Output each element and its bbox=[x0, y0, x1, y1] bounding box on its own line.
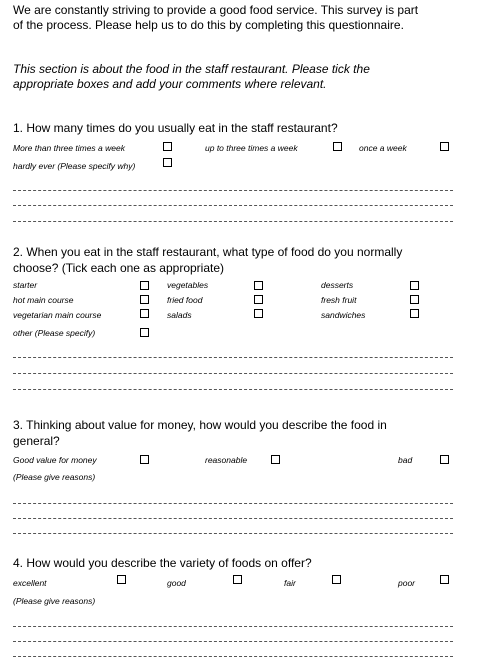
q2-option-label: vegetables bbox=[167, 280, 209, 290]
q1-checkbox-more-than-three[interactable] bbox=[163, 142, 172, 151]
q1-option-label: hardly ever (Please specify why) bbox=[13, 161, 136, 171]
q4-option-label: poor bbox=[398, 578, 416, 588]
q3-comment-line[interactable] bbox=[13, 518, 453, 519]
q1-comment-line[interactable] bbox=[13, 190, 453, 191]
q2-checkbox-vegetarian-main[interactable] bbox=[140, 309, 149, 318]
q4-checkbox-fair[interactable] bbox=[332, 575, 341, 584]
question-4: 4. How would you describe the variety of foods on offer? bbox=[13, 556, 312, 570]
q1-checkbox-hardly-ever[interactable] bbox=[163, 158, 172, 167]
intro-line-2: of the process. Please help us to do this by completing this questionnaire. bbox=[13, 18, 404, 32]
q3-checkbox-bad[interactable] bbox=[440, 455, 449, 464]
q4-reasons-label: (Please give reasons) bbox=[13, 596, 96, 606]
q2-checkbox-starter[interactable] bbox=[140, 281, 149, 290]
q1-comment-line[interactable] bbox=[13, 205, 453, 206]
q4-comment-line[interactable] bbox=[13, 641, 453, 642]
q2-checkbox-desserts[interactable] bbox=[410, 281, 419, 290]
q2-option-label: sandwiches bbox=[321, 310, 366, 320]
q1-checkbox-up-to-three[interactable] bbox=[333, 142, 342, 151]
q1-checkbox-once-a-week[interactable] bbox=[440, 142, 449, 151]
section-note-line-2: appropriate boxes and add your comments where relevant. bbox=[13, 77, 327, 91]
q2-checkbox-sandwiches[interactable] bbox=[410, 309, 419, 318]
q2-checkbox-fresh-fruit[interactable] bbox=[410, 295, 419, 304]
q4-checkbox-excellent[interactable] bbox=[117, 575, 126, 584]
q1-option-label: once a week bbox=[359, 143, 407, 153]
q2-option-label: hot main course bbox=[13, 295, 74, 305]
q2-checkbox-other[interactable] bbox=[140, 328, 149, 337]
q1-option-label: More than three times a week bbox=[13, 143, 125, 153]
question-3-line-1: 3. Thinking about value for money, how would you describe the food in bbox=[13, 418, 387, 432]
q2-option-label: desserts bbox=[321, 280, 354, 290]
q2-comment-line[interactable] bbox=[13, 357, 453, 358]
q4-comment-line[interactable] bbox=[13, 656, 453, 657]
q3-checkbox-good-value[interactable] bbox=[140, 455, 149, 464]
q2-option-label: salads bbox=[167, 310, 192, 320]
q3-option-label: reasonable bbox=[205, 455, 248, 465]
question-1: 1. How many times do you usually eat in the staff restaurant? bbox=[13, 121, 338, 135]
q2-comment-line[interactable] bbox=[13, 373, 453, 374]
q1-comment-line[interactable] bbox=[13, 221, 453, 222]
q3-option-label: bad bbox=[398, 455, 413, 465]
q1-option-label: up to three times a week bbox=[205, 143, 298, 153]
q4-option-label: good bbox=[167, 578, 186, 588]
q3-checkbox-reasonable[interactable] bbox=[271, 455, 280, 464]
q2-option-label: fresh fruit bbox=[321, 295, 357, 305]
q3-option-label: Good value for money bbox=[13, 455, 97, 465]
q4-checkbox-good[interactable] bbox=[233, 575, 242, 584]
q2-option-label: fried food bbox=[167, 295, 203, 305]
q3-comment-line[interactable] bbox=[13, 533, 453, 534]
q4-option-label: fair bbox=[284, 578, 296, 588]
question-3-line-2: general? bbox=[13, 434, 60, 448]
q2-comment-line[interactable] bbox=[13, 389, 453, 390]
q3-comment-line[interactable] bbox=[13, 503, 453, 504]
q2-option-label: other (Please specify) bbox=[13, 328, 96, 338]
q2-option-label: vegetarian main course bbox=[13, 310, 102, 320]
q2-option-label: starter bbox=[13, 280, 38, 290]
question-2-line-2: choose? (Tick each one as appropriate) bbox=[13, 261, 225, 275]
q4-checkbox-poor[interactable] bbox=[440, 575, 449, 584]
question-2-line-1: 2. When you eat in the staff restaurant, what type of food do you normally bbox=[13, 245, 403, 259]
section-note-line-1: This section is about the food in the staff restaurant. Please tick the bbox=[13, 62, 370, 76]
q2-checkbox-salads[interactable] bbox=[254, 309, 263, 318]
q2-checkbox-fried-food[interactable] bbox=[254, 295, 263, 304]
q2-checkbox-vegetables[interactable] bbox=[254, 281, 263, 290]
q3-reasons-label: (Please give reasons) bbox=[13, 472, 96, 482]
q4-comment-line[interactable] bbox=[13, 626, 453, 627]
q2-checkbox-hot-main-course[interactable] bbox=[140, 295, 149, 304]
q4-option-label: excellent bbox=[13, 578, 47, 588]
intro-line-1: We are constantly striving to provide a good food service. This survey is part bbox=[13, 3, 419, 17]
